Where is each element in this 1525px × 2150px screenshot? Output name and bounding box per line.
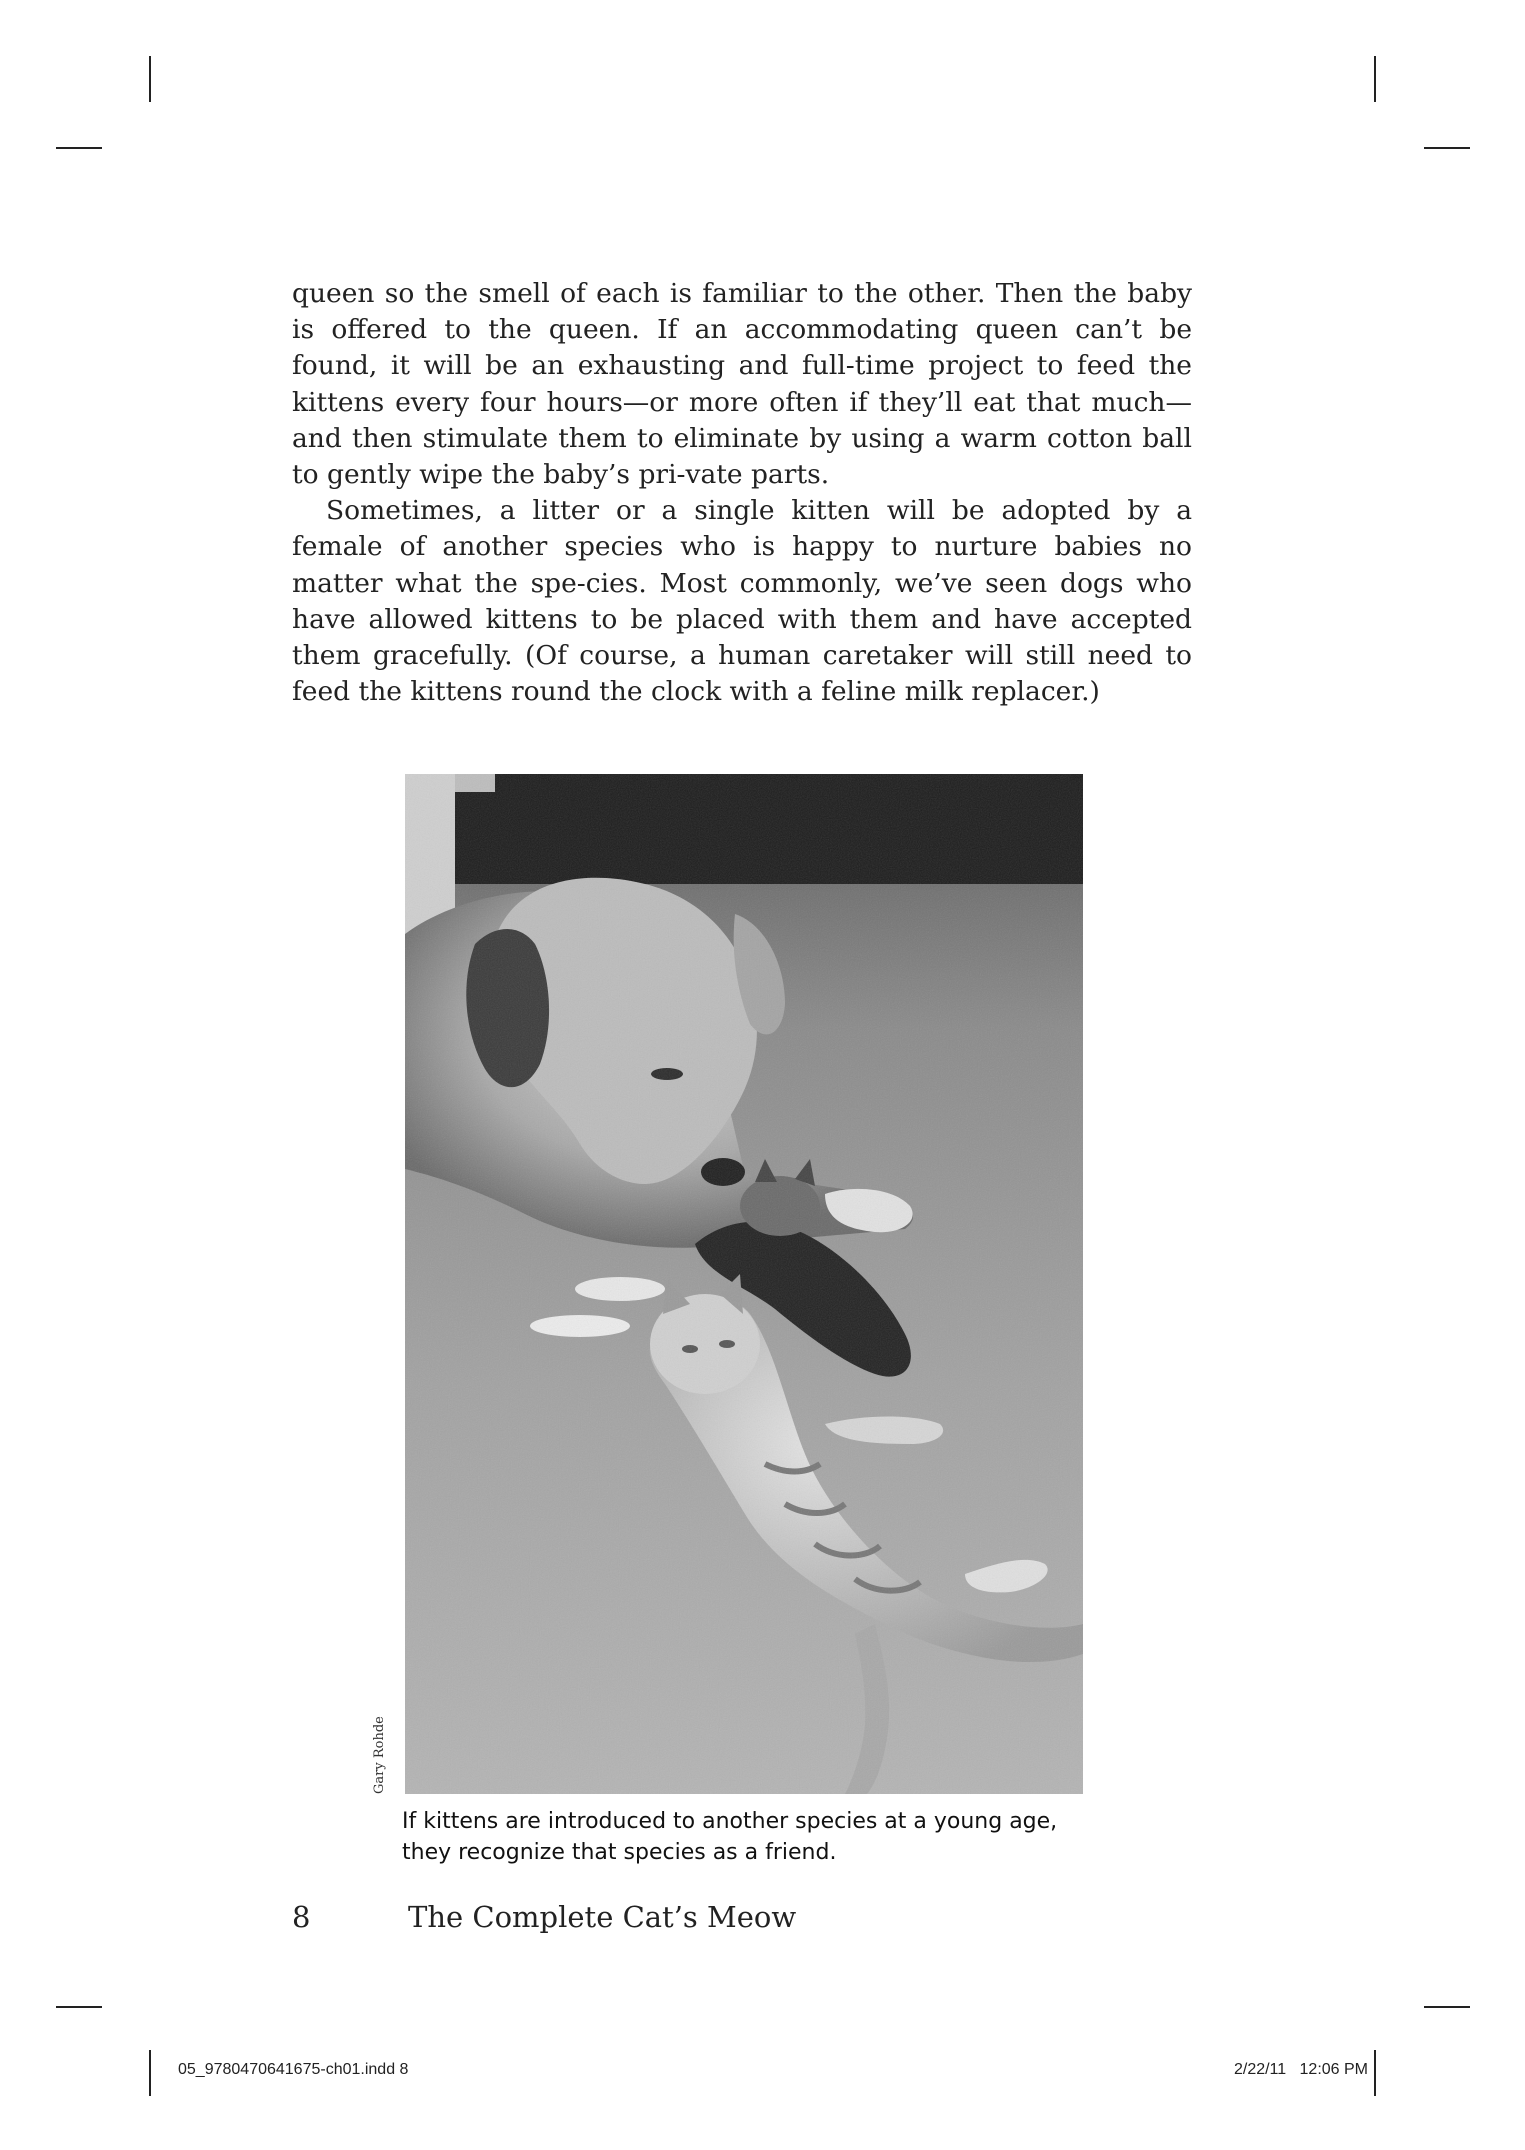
crop-mark-bottom-left-vertical bbox=[149, 2050, 151, 2096]
body-paragraph-2: Sometimes, a litter or a single kitten will be adopted by a female of another species who is happy to nurture babies no matter what the spe-cies. Most commonly, we’ve seen dogs who have allowed kittens to be placed with them and have accepted them gracefully. (Of course, a human caretaker will still need to feed the kittens round the clock with a feline milk replacer.) bbox=[292, 495, 1192, 708]
dog-and-kittens-photo bbox=[405, 774, 1083, 1794]
running-title: The Complete Cat’s Meow bbox=[408, 1900, 797, 1934]
caption-line-1: If kittens are introduced to another species at a young age, bbox=[402, 1809, 1058, 1834]
slug-file-name: 05_9780470641675-ch01.indd 8 bbox=[178, 2061, 409, 2078]
photo-credit: Gary Rohde bbox=[372, 1716, 387, 1794]
crop-mark-top-left-horizontal bbox=[56, 147, 102, 149]
crop-mark-top-right-horizontal bbox=[1424, 147, 1470, 149]
crop-mark-bottom-right-vertical bbox=[1374, 2050, 1376, 2096]
slug-time: 12:06 PM bbox=[1299, 2061, 1368, 2078]
photo-illustration bbox=[405, 774, 1083, 1794]
crop-mark-top-right-vertical bbox=[1374, 56, 1376, 102]
crop-mark-bottom-right-horizontal bbox=[1424, 2006, 1470, 2008]
page-number: 8 bbox=[292, 1900, 311, 1934]
caption-line-2: they recognize that species as a friend. bbox=[402, 1840, 837, 1865]
slug-timestamp bbox=[1234, 2061, 1368, 2079]
figure-caption bbox=[402, 1806, 1122, 1868]
crop-mark-top-left-vertical bbox=[149, 56, 151, 102]
crop-mark-bottom-left-horizontal bbox=[56, 2006, 102, 2008]
body-paragraph-1: queen so the smell of each is familiar to the other. Then the baby is offered to the queen. If an accommodating queen can’t be found, it will be an exhausting and full-time project to feed the kittens every four hours—or more often if they’ll eat that much—and then stimulate them to eliminate by using a warm cotton ball to gently wipe the baby’s pri-vate parts. bbox=[292, 278, 1192, 491]
slug-date: 2/22/11 bbox=[1233, 2061, 1287, 2078]
body-text bbox=[292, 276, 1192, 710]
